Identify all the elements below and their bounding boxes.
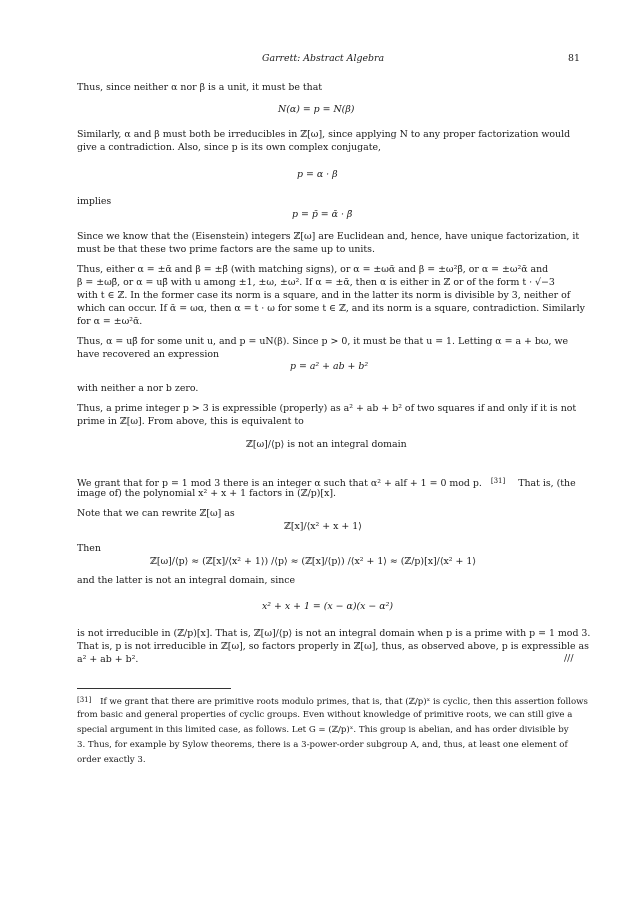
qed-mark: /// (564, 653, 574, 664)
paragraph-line: with t ∈ ℤ. In the former case its norm is a square, and in the latter its norm is divisible by 3, neither of (77, 290, 571, 301)
paragraph-line: Thus, since neither α nor β is a unit, it must be that (77, 82, 323, 93)
footnote-rule (77, 688, 231, 689)
equation: p = p̄ = ᾱ · β̄ (292, 209, 353, 220)
footnote-text: If we grant that there are primitive roots modulo primes, that is, that (ℤ/p)ˣ is cyclic, then this assertion follows (100, 697, 588, 707)
equation: N(α) = p = N(β) (278, 104, 355, 115)
paragraph-line: Similarly, α and β must both be irreducibles in ℤ[ω], since applying N to any proper factorization would (77, 129, 571, 140)
paragraph-line: Then (77, 543, 101, 554)
paragraph-line: implies (77, 196, 112, 207)
paragraph-line: with neither a nor b zero. (77, 383, 199, 394)
equation: ℤ[x]/⟨x² + x + 1⟩ (284, 521, 362, 532)
paragraph-line: which can occur. If ᾱ = ωα, then α = t · ω for some t ∈ ℤ, and its norm is a square, contradiction. Similarly (77, 303, 585, 314)
paragraph-line: Thus, a prime integer p > 3 is expressible (properly) as a² + ab + b² of two squares if and only if it is not (77, 403, 577, 414)
paragraph-line: Since we know that the (Eisenstein) integers ℤ[ω] are Euclidean and, hence, have unique factorization, it (77, 231, 580, 242)
paragraph-line: image of) the polynomial x² + x + 1 factors in (ℤ/p)[x]. (77, 488, 336, 499)
paragraph-line: for α = ±ω²ᾱ. (77, 316, 143, 327)
paragraph-text: That is, (the (518, 478, 576, 489)
footnote-line (77, 695, 588, 708)
footnote-reference[interactable]: [31] (490, 477, 506, 485)
equation: p = a² + ab + b² (290, 361, 369, 372)
paragraph-line: give a contradiction. Also, since p is its own complex conjugate, (77, 142, 382, 153)
paragraph-line: Thus, α = uβ̄ for some unit u, and p = uN(β). Since p > 0, it must be that u = 1. Letting α = a + bω, we (77, 336, 569, 347)
paragraph-line: Note that we can rewrite ℤ[ω] as (77, 508, 235, 519)
paragraph-line: That is, p is not irreducible in ℤ[ω], so factors properly in ℤ[ω], thus, as observed above, p is expressible as (77, 641, 589, 652)
footnote-line: special argument in this limited case, as follows. Let G = (ℤ/p)ˣ. This group is abelian, and has order divisible by (77, 725, 569, 735)
paragraph-line: β = ±ωβ̄, or α = uβ̄ with u among ±1, ±ω, ±ω². If α = ±ᾱ, then α is either in ℤ or of the form t · √−3 (77, 277, 555, 288)
paragraph-line: a² + ab + b². (77, 654, 139, 665)
paragraph-line: prime in ℤ[ω]. From above, this is equivalent to (77, 416, 304, 427)
footnote-line: 3. Thus, for example by Sylow theorems, there is a 3-power-order subgroup A, and, thus, at least one element of (77, 740, 568, 750)
page-number: 81 (568, 53, 580, 64)
paragraph-line: have recovered an expression (77, 349, 220, 360)
running-title: Garrett: Abstract Algebra (262, 53, 385, 64)
paragraph-line: and the latter is not an integral domain, since (77, 575, 296, 586)
paragraph-line: must be that these two prime factors are the same up to units. (77, 244, 375, 255)
equation: ℤ[ω]/⟨p⟩ is not an integral domain (246, 439, 407, 450)
equation: x² + x + 1 = (x − α)(x − α²) (262, 601, 393, 612)
equation: ℤ[ω]/⟨p⟩ ≈ (ℤ[x]/⟨x² + 1⟩) /⟨p⟩ ≈ (ℤ[x]/⟨p⟩) /⟨x² + 1⟩ ≈ (ℤ/p)[x]/⟨x² + 1⟩ (150, 556, 476, 567)
footnote-marker: [31] (77, 696, 92, 704)
equation: p = α · β (297, 169, 338, 180)
footnote-line: order exactly 3. (77, 755, 146, 765)
paragraph-text: We grant that for p = 1 mod 3 there is an integer α such that α² + alf + 1 = 0 mod p. (77, 478, 482, 489)
paragraph-line: Thus, either α = ±ᾱ and β = ±β̄ (with matching signs), or α = ±ωᾱ and β = ±ω²β̄, or α = ±ω²ᾱ and (77, 264, 549, 275)
footnote-line: from basic and general properties of cyclic groups. Even without knowledge of primitive roots, we can still give a (77, 710, 573, 720)
paragraph-line: is not irreducible in (ℤ/p)[x]. That is, ℤ[ω]/⟨p⟩ is not an integral domain when p is a prime with p = 1 mod 3. (77, 628, 591, 639)
